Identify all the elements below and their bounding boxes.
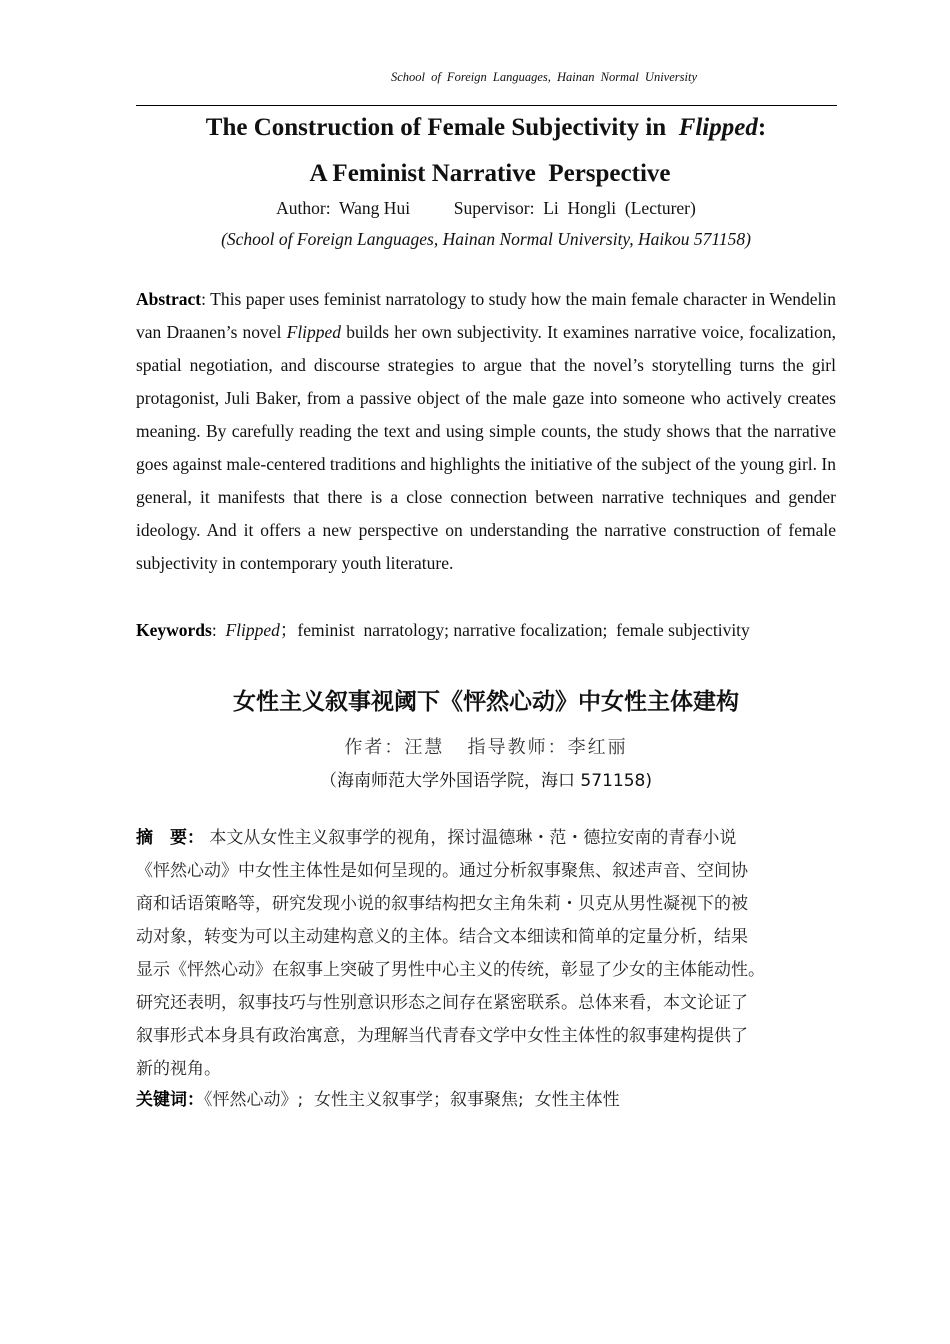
- chinese-title: 女性主义叙事视阈下《怦然心动》中女性主体建构: [233, 689, 739, 715]
- title-prefix: The Construction of Female Subjectivity in: [205, 114, 679, 141]
- chinese-abstract-line-1: [136, 822, 836, 855]
- keyword-flipped: Flipped: [225, 620, 280, 640]
- chinese-keywords-label: 关键词：: [136, 1090, 204, 1110]
- keywords-rest: ；feminist narratology; narrative focalization; female subjectivity: [279, 620, 750, 640]
- chinese-abstract-line-4: 动对象，转变为可以主动建构意义的主体。结合文本细读和简单的定量分析，结果: [136, 927, 748, 947]
- chinese-abstract-text: 本文从女性主义叙事学的视角，探讨温德琳・范・德拉安南的青春小说: [204, 828, 737, 848]
- abstract-text-part2: builds her own subjectivity. It examines narrative voice, focalization, spatial negotiation, and discourse strategies to argue that the novel’s storytelling turns the girl protagonist, Juli Baker, from a passive object of the male gaze into someone who actively creates meaning. By carefully reading the text and using simple counts, the study shows that the narrative goes against male-centered traditions and highlights the initiative of the subject of the young girl. In general, it manifests that there is a close connection between narrative techniques and gender ideology. And it offers a new perspective on understanding the narrative construction of female subjectivity in contemporary youth literature.: [136, 322, 836, 573]
- english-abstract: [136, 283, 836, 580]
- chinese-abstract-label: 摘 要：: [136, 828, 204, 848]
- abstract-text-part1: : This paper uses feminist narratology to study how the main female character in Wendelin van Draanen’s novel: [136, 289, 836, 342]
- author-line: Author: Wang Hui Supervisor: Li Hongli (Lecturer): [276, 198, 696, 218]
- abstract-label: Abstract: [136, 289, 202, 309]
- title-colon: :: [757, 114, 767, 141]
- title-novel-name: Flipped: [678, 114, 758, 141]
- chinese-abstract: [136, 822, 836, 1086]
- keywords-label: Keywords: [136, 620, 212, 640]
- chinese-author-line: 作者：汪慧 指导教师：李红丽: [344, 737, 628, 758]
- paper-title-line1: [136, 114, 836, 142]
- chinese-keywords: [136, 1085, 836, 1115]
- header-rule: [136, 105, 837, 106]
- chinese-abstract-line-7: 叙事形式本身具有政治寓意，为理解当代青春文学中女性主体性的叙事建构提供了: [136, 1026, 748, 1046]
- chinese-abstract-line-2: 《怦然心动》中女性主体性是如何呈现的。通过分析叙事聚焦、叙述声音、空间协: [136, 861, 748, 881]
- chinese-abstract-line-5: 显示《怦然心动》在叙事上突破了男性中心主义的传统，彰显了少女的主体能动性。: [136, 960, 765, 980]
- chinese-abstract-line-3: 商和话语策略等，研究发现小说的叙事结构把女主角朱莉・贝克从男性凝视下的被: [136, 894, 748, 914]
- chinese-abstract-line-8: 新的视角。: [136, 1059, 221, 1079]
- running-header: School of Foreign Languages, Hainan Normal University: [390, 70, 697, 84]
- english-keywords: [136, 615, 836, 645]
- chinese-keywords-text: 《怦然心动》; 女性主义叙事学；叙事聚焦; 女性主体性: [204, 1090, 620, 1110]
- chinese-abstract-line-6: 研究还表明，叙事技巧与性别意识形态之间存在紧密联系。总体来看，本文论证了: [136, 993, 748, 1013]
- keywords-separator: :: [211, 620, 226, 640]
- abstract-novel-name: Flipped: [286, 322, 342, 342]
- paper-title-line2: A Feminist Narrative Perspective: [309, 160, 671, 187]
- affiliation: (School of Foreign Languages, Hainan Normal University, Haikou 571158): [221, 229, 751, 249]
- chinese-affiliation: （海南师范大学外国语学院，海口 571158): [320, 771, 652, 791]
